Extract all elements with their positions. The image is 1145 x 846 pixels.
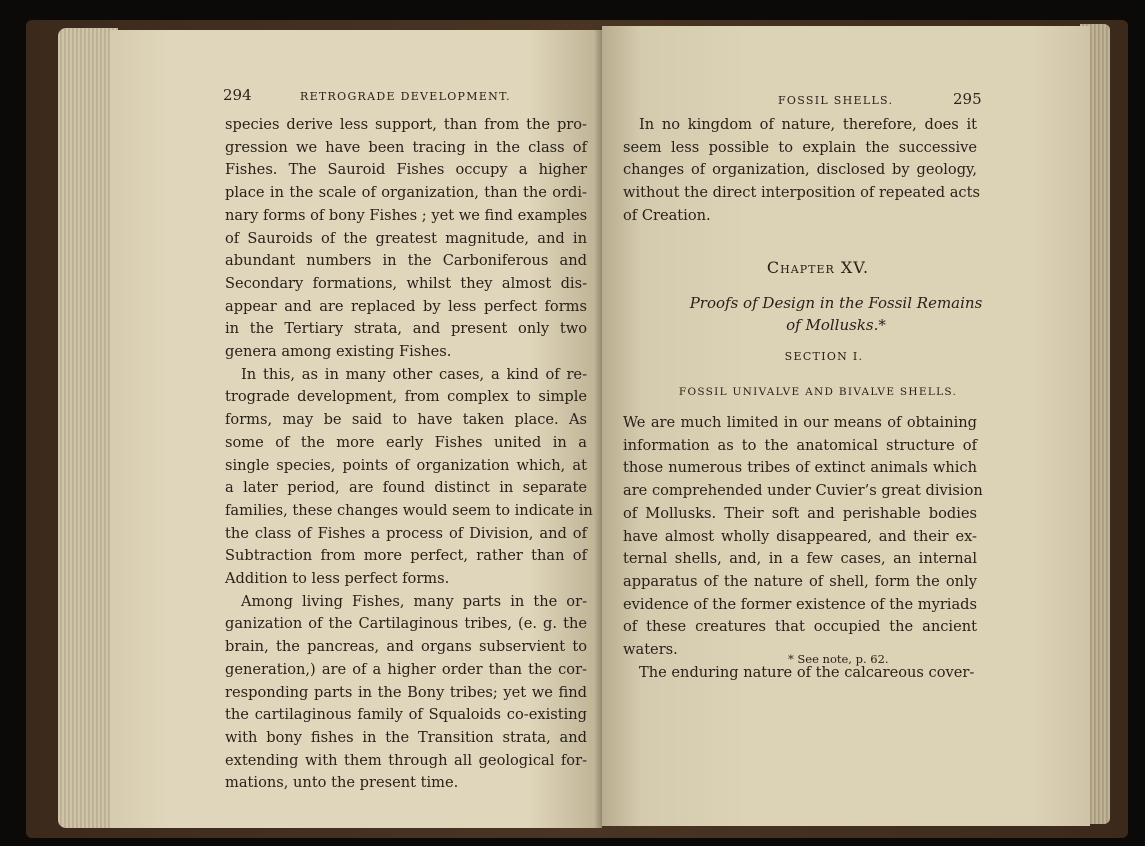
- text-line: In no kingdom of nature, therefore, does it: [639, 116, 977, 133]
- text-line: information as to the anatomical structure of: [623, 436, 977, 454]
- right-page-number: 295: [953, 90, 982, 108]
- left-body-text: [225, 114, 593, 795]
- text-line: The enduring nature of the calcareous cover-: [639, 663, 975, 681]
- text-line: brain, the pancreas, and organs subservient to: [225, 638, 587, 656]
- text-line: We are much limited in our means of obtaining: [623, 414, 977, 431]
- text-line: evidence of the former existence of the myriads: [623, 595, 977, 613]
- text-line: with bony fishes in the Transition strata, and: [225, 728, 587, 746]
- text-line: forms, may be said to have taken place. As: [225, 411, 587, 429]
- text-line: single species, points of organization which, at: [225, 456, 587, 474]
- section-heading: FOSSIL UNIVALVE AND BIVALVE SHELLS.: [678, 386, 958, 398]
- left-page: [110, 30, 602, 828]
- text-line: trograde development, from complex to simple: [225, 388, 587, 406]
- chapter-subtitle-line2: of Mollusks.*: [786, 316, 886, 334]
- page-edges-left: [58, 28, 118, 828]
- section-label: SECTION I.: [784, 350, 864, 363]
- text-line: changes of organization, disclosed by geology,: [623, 161, 977, 179]
- text-line: Secondary formations, whilst they almost dis-: [225, 274, 587, 292]
- right-page: [602, 26, 1090, 826]
- text-line: responding parts in the Bony tribes; yet we find: [225, 683, 587, 701]
- text-line: gression we have been tracing in the class of: [225, 138, 587, 156]
- text-line: seem less possible to explain the successive: [623, 138, 977, 156]
- text-line: generation,) are of a higher order than the cor-: [225, 660, 587, 678]
- text-line: families, these changes would seem to indicate in: [225, 501, 593, 519]
- text-line: Fishes. The Sauroid Fishes occupy a higher: [225, 161, 587, 179]
- left-running-head: RETROGRADE DEVELOPMENT.: [300, 90, 511, 103]
- text-line: Among living Fishes, many parts in the or-: [241, 592, 587, 610]
- text-line: apparatus of the nature of shell, form the only: [623, 572, 977, 590]
- left-page-number: 294: [223, 86, 252, 104]
- text-line: mations, unto the present time.: [225, 774, 459, 792]
- text-line: nary forms of bony Fishes ; yet we find examples: [225, 206, 588, 224]
- right-intro-text: [623, 114, 980, 228]
- text-line: of these creatures that occupied the ancient: [623, 618, 977, 636]
- text-line: Subtraction from more perfect, rather than of: [225, 547, 587, 565]
- text-line: some of the more early Fishes united in a: [225, 433, 587, 451]
- text-line: of Sauroids of the greatest magnitude, and in: [225, 229, 587, 247]
- text-line: extending with them through all geological for-: [225, 751, 587, 769]
- text-line: abundant numbers in the Carboniferous and: [225, 252, 587, 270]
- text-line: are comprehended under Cuvier’s great division: [623, 482, 983, 500]
- text-line: genera among existing Fishes.: [225, 343, 452, 361]
- text-line: those numerous tribes of extinct animals which: [623, 459, 977, 477]
- text-line: waters.: [623, 641, 678, 659]
- text-line: the cartilaginous family of Squaloids co-existing: [225, 706, 587, 724]
- text-line: species derive less support, than from the pro-: [225, 116, 587, 133]
- chapter-subtitle-line1: Proofs of Design in the Fossil Remains: [689, 294, 983, 312]
- text-line: In this, as in many other cases, a kind of re-: [241, 365, 587, 383]
- text-line: ganization of the Cartilaginous tribes, (e. g. the: [225, 615, 587, 633]
- footnote: * See note, p. 62.: [788, 652, 889, 666]
- right-body-text: [623, 412, 983, 684]
- text-line: appear and are replaced by less perfect forms: [225, 297, 587, 315]
- text-line: a later period, are found distinct in separate: [225, 479, 587, 497]
- text-line: in the Tertiary strata, and present only two: [225, 320, 587, 338]
- text-line: without the direct interposition of repeated acts: [623, 184, 980, 202]
- text-line: the class of Fishes a process of Division, and of: [225, 524, 587, 542]
- text-line: of Mollusks. Their soft and perishable bodies: [623, 504, 977, 522]
- text-line: have almost wholly disappeared, and their ex-: [623, 527, 977, 545]
- chapter-title: Chapter XV.: [766, 258, 870, 277]
- text-line: place in the scale of organization, than the ordi-: [225, 184, 587, 202]
- text-line: of Creation.: [623, 206, 711, 224]
- right-running-head: FOSSIL SHELLS.: [778, 94, 894, 107]
- text-line: ternal shells, and, in a few cases, an internal: [623, 550, 977, 568]
- text-line: Addition to less perfect forms.: [225, 570, 450, 588]
